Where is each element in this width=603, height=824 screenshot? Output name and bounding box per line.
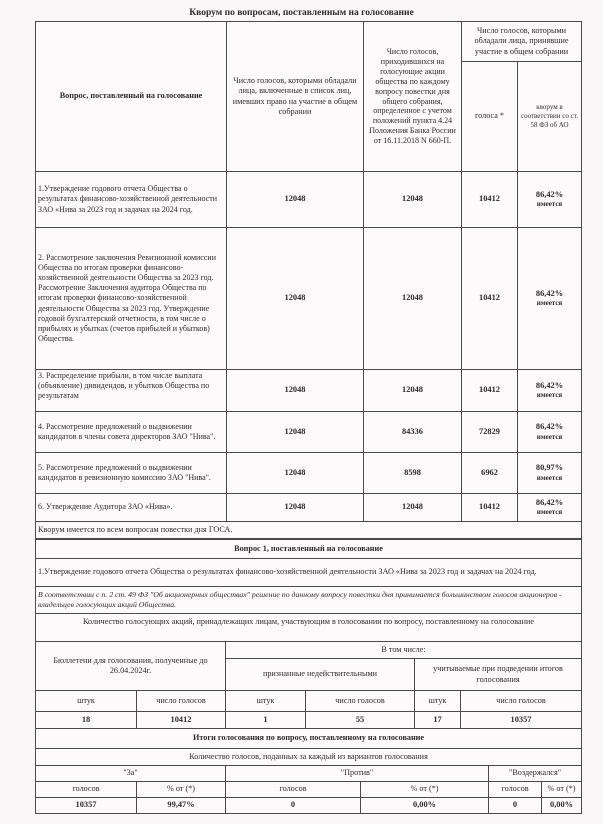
col-votes: число голосов — [137, 691, 226, 712]
participated-cell: 10412 — [462, 494, 518, 522]
in-list-cell: 12048 — [227, 494, 364, 522]
in-list-cell: 12048 — [227, 172, 364, 228]
shares-label: Количество голосующих акций, принадлежащих лицам, участвующим в голосовании по вопросу, поставленному на голосование — [36, 614, 582, 642]
quorum-status: имеется — [536, 200, 563, 209]
ballots-table — [35, 641, 582, 729]
received-pcs: 18 — [36, 712, 137, 729]
col-votes: голосов — [36, 782, 137, 798]
in-list-cell: 12048 — [227, 453, 364, 494]
question-cell — [36, 370, 227, 412]
col-pcs: штук — [415, 691, 461, 712]
col-pct: % от (*) — [361, 782, 489, 798]
col-pcs: штук — [226, 691, 306, 712]
quorum-pct: 86,42% — [535, 189, 564, 199]
quorum-pct: 86,42% — [535, 422, 564, 432]
legal-note: В соответствии с п. 2 ст. 49 ФЗ "Об акционерных обществах" решение по данному вопросу повестки дня принимается большинством голосов акционеров - владельцев голосующих акций Общества. — [36, 587, 582, 614]
quorum-summary: Кворум имеется по всем вопросам повестки дня ГОСА. — [36, 522, 582, 539]
for-pct: 99,47% — [137, 798, 226, 814]
question-cell: 4. Рассмотрение предложений о выдвижении кандидатов в члены совета директоров ЗАО "Нива". — [36, 412, 227, 453]
participated-cell: 10412 — [462, 172, 518, 228]
question-cell: 6. Утверждение Аудитора ЗАО «Нива». — [36, 494, 227, 522]
quorum-status: имеется — [536, 299, 563, 308]
table-row — [36, 370, 582, 412]
participated-cell: 72829 — [462, 412, 518, 453]
in-list-cell: 12048 — [227, 228, 364, 370]
per-question-cell: 12048 — [364, 370, 462, 412]
table-row — [36, 453, 582, 494]
quorum-status: имеется — [536, 432, 563, 441]
header-votes-per-question: Число голосов, приходившихся на голосующие акции общества по каждому вопросу повестки дня общего собрания, определенное с учетом положений пункта 4.24 Положения Банка России от 16.11.2018 N 660-П. — [364, 22, 462, 172]
quorum-cell — [518, 370, 582, 412]
for-votes: 10357 — [36, 798, 137, 814]
quorum-status: имеется — [536, 473, 563, 482]
quorum-table — [35, 21, 582, 539]
ballots-received-label: Бюллетени для голосования, полученные до 26.04.2024г. — [36, 642, 226, 691]
col-pct: % от (*) — [542, 782, 582, 798]
quorum-cell — [518, 172, 582, 228]
quorum-cell — [518, 228, 582, 370]
counted-pcs: 17 — [415, 712, 461, 729]
question1-text: 1.Утверждение годового отчета Общества о результатах финансово-хозяйственной деятельности ЗАО «Нива за 2023 год и задачах на 2024 год. — [36, 559, 582, 587]
quorum-pct: 86,42% — [535, 288, 564, 298]
col-votes: голосов — [489, 782, 542, 798]
question-text: 3. Распределение прибыли, в том числе выплата (объявление) дивидендов, и убытков Общества по результатам — [38, 371, 210, 401]
question1-title: Вопрос 1, поставленный на голосование — [36, 540, 582, 559]
against-pct: 0,00% — [361, 798, 489, 814]
header-question: Вопрос, поставленный на голосование — [36, 22, 227, 172]
col-pct: % от (*) — [137, 782, 226, 798]
in-list-cell: 12048 — [227, 370, 364, 412]
invalid-label: признанные недействительными — [226, 659, 415, 691]
per-question-cell: 84336 — [364, 412, 462, 453]
counted-votes: 10357 — [461, 712, 582, 729]
per-question-cell: 12048 — [364, 494, 462, 522]
table-row — [36, 798, 582, 814]
invalid-votes: 55 — [306, 712, 415, 729]
invalid-pcs: 1 — [226, 712, 306, 729]
results-title: Итоги голосования по вопросу, поставленному на голосование — [36, 729, 582, 749]
quorum-pct: 80,97% — [535, 463, 564, 473]
abstain-votes: 0 — [489, 798, 542, 814]
results-table — [35, 728, 582, 814]
in-list-cell: 12048 — [227, 412, 364, 453]
per-question-cell: 8598 — [364, 453, 462, 494]
abstain-pct: 0,00% — [542, 798, 582, 814]
participated-cell: 10412 — [462, 370, 518, 412]
table-row — [36, 172, 582, 228]
including-label: В том числе: — [226, 642, 582, 659]
participated-cell: 10412 — [462, 228, 518, 370]
header-votes-participated: Число голосов, которыми обладали лица, принявшие участие в общем собрании — [462, 22, 582, 62]
option-for-label: "За" — [36, 766, 226, 782]
quorum-cell — [518, 412, 582, 453]
quorum-cell — [518, 453, 582, 494]
against-votes: 0 — [226, 798, 361, 814]
counted-label: учитываемые при подведении итогов голосования — [415, 659, 582, 691]
header-quorum-col: кворум в соответствии со ст. 58 ФЗ об АО — [518, 62, 582, 172]
quorum-pct: 86,42% — [535, 497, 564, 507]
table-row — [36, 494, 582, 522]
col-votes: голосов — [226, 782, 361, 798]
table-row — [36, 228, 582, 370]
question-cell: 1.Утверждение годового отчета Общества о результатах финансово-хозяйственной деятельности ЗАО «Нива за 2023 год и задачах на 2024 год. — [36, 172, 227, 228]
per-question-cell: 12048 — [364, 228, 462, 370]
quorum-status: имеется — [536, 508, 563, 517]
header-votes-in-list: Число голосов, которыми обладали лица, включенные в список лиц, имевших право на участие в общем собрании — [227, 22, 364, 172]
results-subtitle: Количество голосов, поданных за каждый из вариантов голосования — [36, 749, 582, 766]
question-cell: 5. Рассмотрение предложений о выдвижении кандидатов в ревизионную комиссию ЗАО "Нива". — [36, 453, 227, 494]
option-abstain-label: "Воздержался" — [489, 766, 582, 782]
quorum-status: имеется — [536, 391, 563, 400]
option-against-label: "Против" — [226, 766, 489, 782]
participated-cell: 6962 — [462, 453, 518, 494]
header-votes-col: голоса * — [462, 62, 518, 172]
question-cell: 2. Рассмотрение заключения Ревизионной комиссии Общества по итогам проверки финансово-хозяйственной деятельности Общества за 2023 год. Рассмотрение Заключения аудитора Общества по итогам проверки финансово-хозяйственной деятельности Общества за 2023 год. Утверждение годовой бухгалтерской отчетности, в том числе о прибылях и убытках (счетов прибылей и убытков) Общества. — [36, 228, 227, 370]
quorum-title: Кворум по вопросам, поставленным на голосование — [189, 8, 414, 18]
received-votes: 10412 — [137, 712, 226, 729]
table-row — [36, 712, 582, 729]
col-votes: число голосов — [461, 691, 582, 712]
quorum-pct: 86,42% — [535, 380, 564, 390]
per-question-cell: 12048 — [364, 172, 462, 228]
col-pcs: штук — [36, 691, 137, 712]
question1-table — [35, 539, 582, 642]
col-votes: число голосов — [306, 691, 415, 712]
table-row — [36, 412, 582, 453]
quorum-cell — [518, 494, 582, 522]
